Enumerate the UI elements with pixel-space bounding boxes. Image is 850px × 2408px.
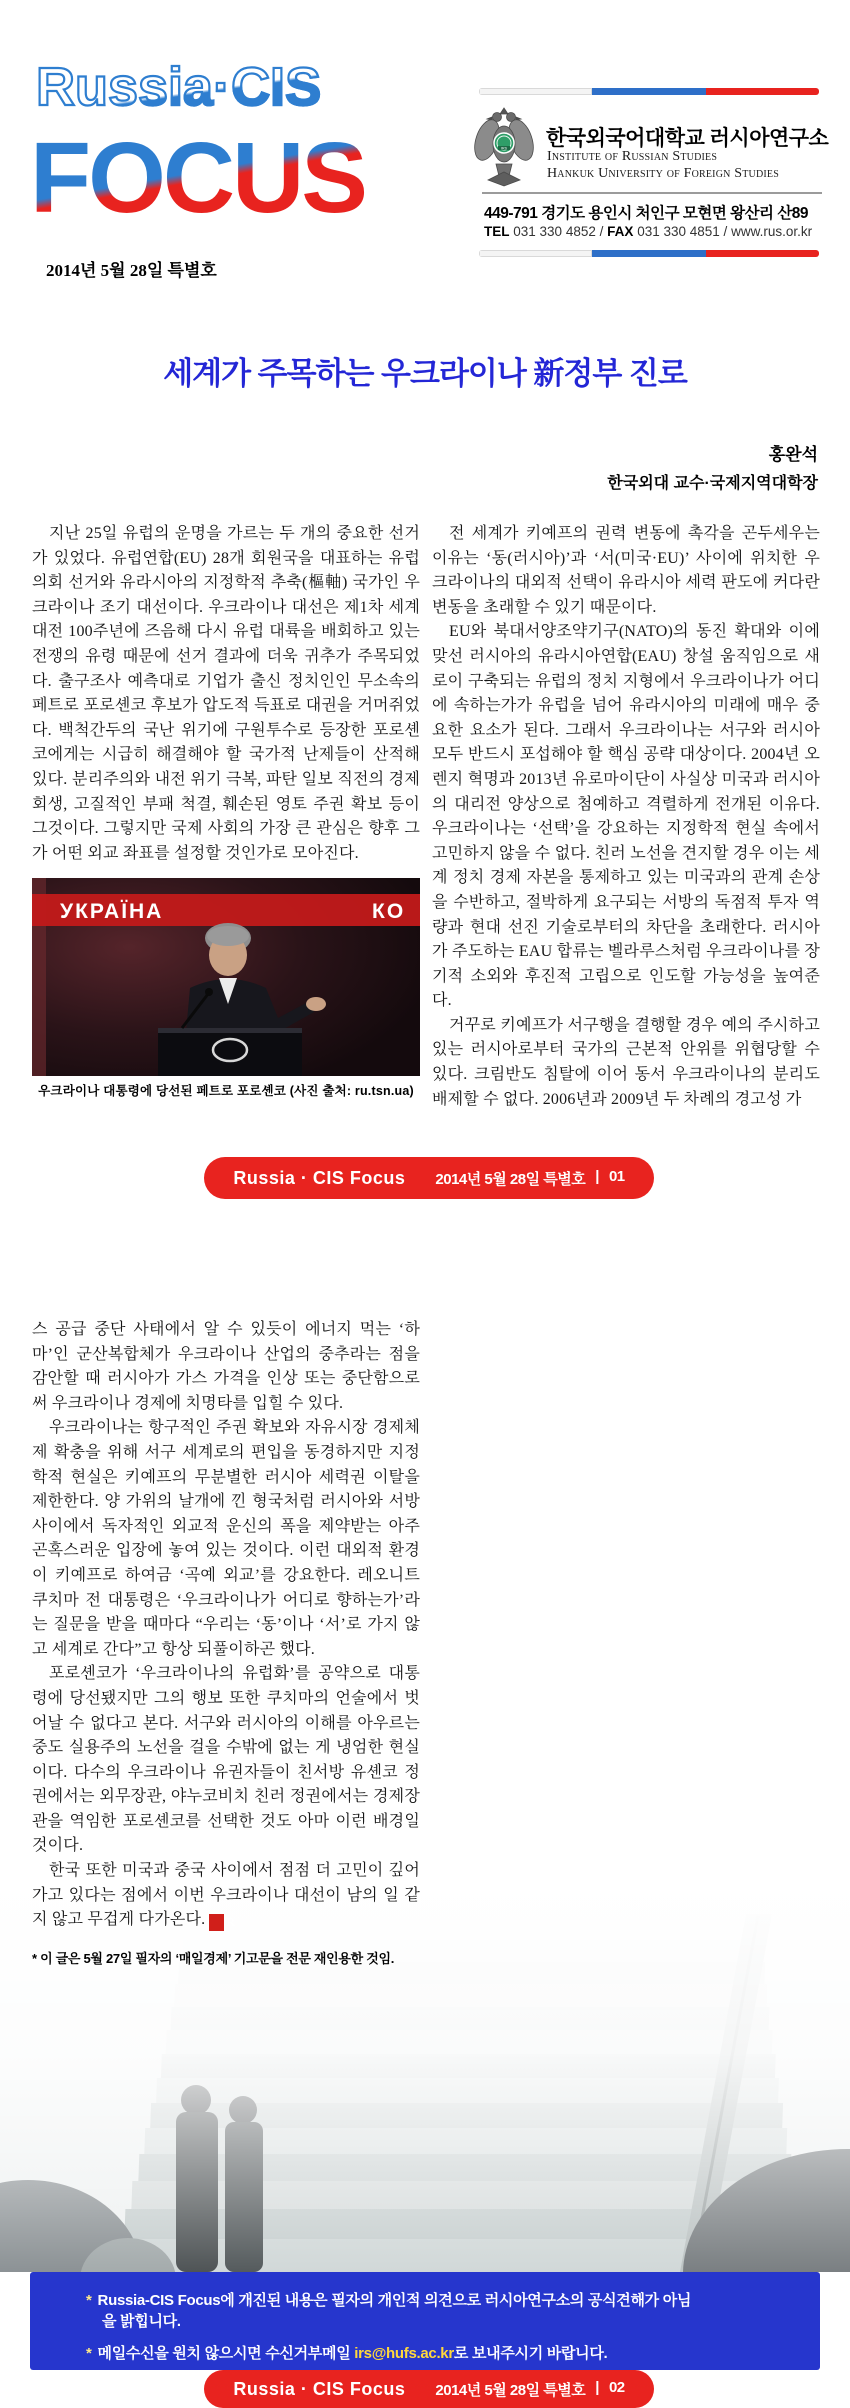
body-paragraph: EU와 북대서양조약기구(NATO)의 동진 확대와 이에 맞선 러시아의 유라시아연합(EAU) 창설 움직임으로 새로이 구축되는 유럽의 정치 지형에서 우크라이나가 어디에 속하는가가 유럽을 넘어 유라시아의 미래에 매우 중요한 요소가 된다. 그래서 우크라이나는 서구와 러시아 모두 반드시 포섭해야 할 핵심 공략 대상이다. 2004년 오렌지 혁명과 2013년 유로마이단이 사실상 미국과 러시아의 대리전 양상으로 첨예하고 격렬하게 전개된 이유다. 우크라이나는 ‘선택’을 강요하는 지정학적 현실 속에서 고민하지 않을 수 없다. 친러 노선을 견지할 경우 이는 세계 정치 경제 자본을 통제하고 있는 미국과의 관계 손상을 수반하고, 절박하게 요구되는 서방의 독점적 투자 역량과 현대 선진 기술로부터의 차단을 초래한다. 러시아가 주도하는 EAU 합류는 벨라루스처럼 우크라이나를 장기적 소외와 후진적 고립으로 인도할 가능성을 높여준다.: [432, 623, 820, 1010]
flag-blue-segment: [592, 88, 705, 95]
photo-caption: 우크라이나 대통령에 당선된 페트로 포로셴코 (사진 출처: ru.tsn.ua): [38, 1084, 414, 1099]
issue-date: 2014년 5월 28일 특별호: [46, 261, 217, 280]
footnote: * 이 글은 5월 27일 필자의 ‘매일경제’ 기고문을 전문 재인용한 것임.: [32, 1951, 395, 1966]
institute-name-english-2: Hankuk University of Foreign Studies: [547, 166, 779, 181]
banner-text-ukraina: УКРАЇНА: [60, 900, 164, 924]
body-paragraph: 전 세계가 키예프의 권력 변동에 촉각을 곤두세우는 이유는 ‘동(러시아)’과 ‘서(미국·EU)’ 사이에 위치한 우크라이나의 대외적 선택이 유라시아 세력 판도에 커다란 변동을 초래할 수 있기 때문이다.: [432, 525, 820, 616]
flag-white-segment: [479, 250, 592, 257]
flag-blue-segment: [592, 250, 705, 257]
poroshenko-photo: [32, 878, 420, 1076]
russian-flag-stripe-bottom: [479, 250, 819, 257]
banner-text-fragment: КО: [372, 900, 406, 924]
disclaimer-line-2: * 메일수신을 원치 않으시면 수신거부메일 irs@hufs.ac.kr로 보내주시기 바랍니다.: [86, 2345, 608, 2362]
disclaimer-line-1: * Russia-CIS Focus에 개진된 내용은 필자의 개인적 의견으로 러시아연구소의 공식견해가 아님을 밝힙니다.: [86, 2292, 692, 2330]
fax-number: 031 330 4851: [637, 224, 720, 239]
body-paragraph: 포로셴코가 ‘우크라이나의 유럽화’를 공약으로 대통령에 당선됐지만 그의 행보 또한 쿠치마의 언술에서 벗어날 수 없다고 본다. 서구와 러시아의 이해를 아우르는 중도 실용주의 노선을 걸을 수밖에 없는 게 냉엄한 현실이다. 다수의 우크라이나 유권자들이 친서방 유셴코 정권에서는 외무장관, 야누코비치 친러 정권에서는 경제장관을 역임한 포로셴코를 선택한 것도 아마 이런 배경일 것이다.: [32, 1665, 420, 1855]
disclaimer-box: [30, 2272, 820, 2370]
bullet-asterisk: *: [86, 2345, 92, 2362]
author-affiliation: 한국외대 교수·국제지역대학장: [607, 475, 818, 492]
page1-left-column: [32, 522, 420, 1099]
fax-label: FAX: [607, 224, 634, 239]
author-name: 홍완석: [768, 445, 818, 464]
unsubscribe-email-link[interactable]: irs@hufs.ac.kr: [354, 2345, 454, 2362]
tel-label: TEL: [484, 224, 510, 239]
institute-name-english-1: Institute of Russian Studies: [547, 149, 718, 164]
bullet-asterisk: *: [86, 2292, 92, 2309]
logo-focus: FOCUS: [30, 122, 365, 234]
russian-flag-stripe-top: [479, 88, 819, 95]
svg-text:IRS: IRS: [501, 146, 507, 151]
institute-address: 449-791 경기도 용인시 처인구 모현면 왕산리 산89: [484, 205, 809, 222]
body-paragraph: 스 공급 중단 사태에서 알 수 있듯이 에너지 먹는 ‘하마’인 군산복합체가 우크라이나 산업의 중추라는 점을 감안할 때 러시아가 가스 가격을 인상 또는 중단함으로써 우크라이나 경제에 치명타를 입힐 수 있다.: [32, 1321, 420, 1412]
body-paragraph: 우크라이나는 항구적인 주권 확보와 자유시장 경제체제 확충을 위해 서구 세계로의 편입을 동경하지만 지정학적 현실은 키예프의 무분별한 러시아 세력권 이탈을 제한한다. 양 가위의 날개에 낀 형국처럼 러시아와 서방 사이에서 독자적인 외교적 운신의 폭을 제약받는 아주 곤혹스러운 입장에 놓여 있는 것이다. 이런 대외적 환경이 키예프로 하여금 ‘곡예 외교’를 강요한다. 레오니트 쿠치마 전 대통령은 ‘우크라이나가 어디로 향하는가’라는 질문을 받을 때마다 “우리는 ‘동’이나 ‘서’로 가지 않고 세계로 간다”고 항상 되풀이하곤 했다.: [32, 1419, 420, 1658]
footer-page-number: 01: [608, 1167, 625, 1185]
irs-end-mark-icon: R: [209, 1914, 224, 1931]
page2-left-column: [32, 1318, 420, 1933]
footer-page-number: 02: [608, 2378, 625, 2396]
body-paragraph: 지난 25일 유럽의 운명을 가르는 두 개의 중요한 선거가 있었다. 유럽연합(EU) 28개 회원국을 대표하는 유럽의회 선거와 유라시아의 지정학적 추축(樞軸) 국가인 우크라이나 조기 대선이다. 우크라이나 대선은 제1차 세계대전 100주년에 즈음해 다시 유럽 대륙을 배회하고 있는 전쟁의 유령 때문에 선거 결과에 더욱 귀추가 주목되었다. 출구조사 예측대로 기업가 출신 정치인인 무소속의 페트로 포로셴코 후보가 압도적 득표로 대권을 거머쥐었다. 백척간두의 국난 위기에 구원투수로 등장한 포로셴코에게는 시급히 해결해야 할 국가적 난제들이 산적해 있다. 분리주의와 내전 위기 극복, 파탄 일보 직전의 경제 회생, 고질적인 부패 척결, 훼손된 영토 주권 확보 등이 그것이다. 그렇지만 국제 사회의 가장 큰 관심은 향후 그가 어떤 외교 좌표를 설정할 것인가로 모아진다.: [32, 525, 420, 862]
footer-brand: Russia · CIS Focus: [233, 2378, 406, 2399]
contact-separator: /: [723, 224, 728, 239]
double-headed-eagle-emblem-icon: [474, 106, 534, 190]
footer-brand: Russia · CIS Focus: [233, 1167, 406, 1188]
disclaimer-brand: Russia-CIS Focus: [97, 2292, 221, 2309]
footer-issue: 2014년 5월 28일 특별호: [435, 1170, 586, 1188]
body-paragraph: 한국 또한 미국과 중국 사이에서 점점 더 고민이 깊어 가고 있다는 점에서 이번 우크라이나 대선이 남의 일 같지 않고 무겁게 다가온다. R: [32, 1862, 420, 1930]
logo-russia-cis: Russia·CIS: [36, 57, 322, 117]
footer-issue: 2014년 5월 28일 특별호: [435, 2381, 586, 2399]
website-url: www.rus.or.kr: [731, 224, 813, 239]
institute-name-korean: 한국외국어대학교 러시아연구소: [546, 127, 829, 150]
footer-separator: |: [595, 2378, 599, 2396]
header-divider: [482, 192, 822, 194]
flag-white-segment: [479, 88, 592, 95]
page2-footer-bar: [204, 2370, 654, 2408]
flag-red-segment: [706, 250, 819, 257]
contact-separator: /: [599, 224, 604, 239]
page1-footer-bar: [204, 1157, 654, 1199]
footer-separator: |: [595, 1167, 599, 1185]
institute-contact: [484, 224, 812, 239]
tel-number: 031 330 4852: [513, 224, 596, 239]
stairs-background-photo: [0, 1876, 850, 2272]
article-title: 세계가 주목하는 우크라이나 新정부 진로: [163, 356, 687, 391]
page1-right-column: [432, 522, 820, 1112]
body-paragraph: 거꾸로 키예프가 서구행을 결행할 경우 예의 주시하고 있는 러시아로부터 국가의 근본적 안위를 위협당할 수 있다. 크림반도 침탈에 이어 동서 우크라이나의 분리도 배제할 수 없다. 2006년과 2009년 두 차례의 경고성 가: [432, 1016, 820, 1108]
flag-red-segment: [706, 88, 819, 95]
